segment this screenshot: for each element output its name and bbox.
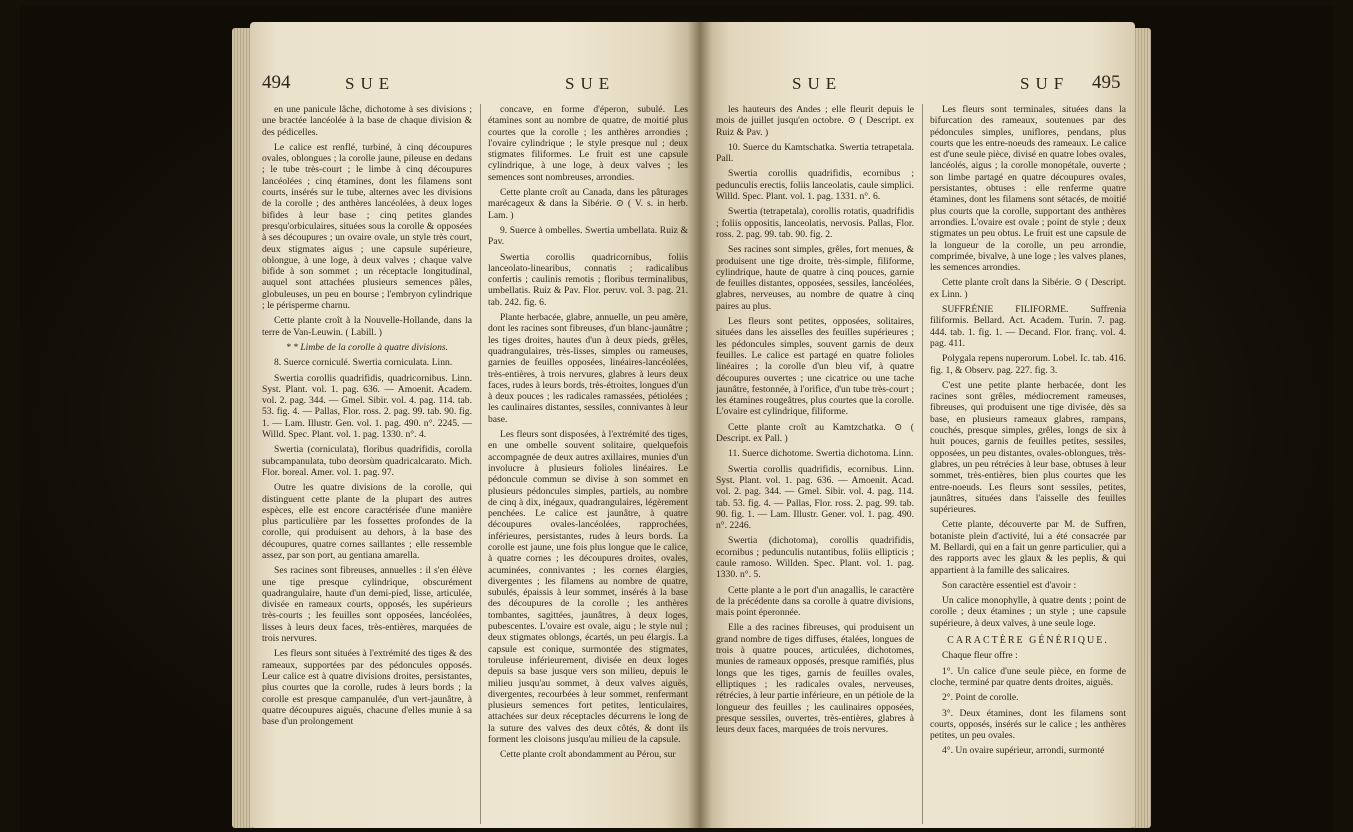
paragraph: 2°. Point de corolle. (942, 692, 1019, 704)
paragraph: Swertia corollis quadrifidis, quadricornibus. Linn. Syst. Plant. vol. 1. pag. 636. — Amoenit. Academ. vol. 2. pag. 344. — Gmel. Sibir. vol. 4. pag. 114. tab. 53. fig. 4. — Pallas, Flor. ross. 2. pag. 99. tab. 90. fig. 1. — Lam. Illustr. Gen. vol. 1. pag. 490. n°. 2245. — Willd. Spec. Plant. vol. 1. pag. 1330. n°. 4. (262, 372, 472, 441)
paragraph: Ses racines sont simples, grêles, fort menues, & produisent une tige droite, très-simple, filiforme, cylindrique, haute de quatre à cinq pouces, garnie de feuilles distantes, opposées, sessiles, lancéolées, glabres, nerveuses, au nombre de quatre à cinq paires au plus. (716, 244, 914, 312)
paragraph: Cette plante croît au Canada, dans les pâturages marécageux & dans la Sibérie. ⊙ ( V. s. in herb. Lam. ) (488, 187, 688, 221)
right-page-column-2 (930, 104, 1126, 828)
paragraph: 3°. Deux étamines, dont les filamens sont courts, opposés, insérés sur le calice ; les anthères petites, un peu ovales. (930, 707, 1126, 742)
paragraph: Cette plante croît au Kamtzchatka. ⊙ ( Descript. ex Pall. ) (716, 421, 914, 445)
paragraph: 10. Suerce du Kamtschatka. Swertia tetrapetala. Pall. (716, 141, 914, 165)
paragraph: Cette plante croît à la Nouvelle-Hollande, dans la terre de Van-Leuwin. ( Labill. ) (262, 315, 472, 338)
left-page-column-2 (488, 104, 688, 828)
paragraph: Polygala repens nuperorum. Lobel. Ic. tab. 416. fig. 1, & Observ. pag. 227. fig. 3. (930, 353, 1126, 376)
left-header-left: SUE (345, 74, 396, 93)
paragraph: Cette plante croît dans la Sibérie. ⊙ ( Descript. ex Linn. ) (930, 277, 1126, 300)
paragraph: * * Limbe de la corolle à quatre divisions. (285, 341, 449, 353)
paragraph: Cette plante croît abondamment au Pérou, sur (500, 749, 676, 761)
right-page-number: 495 (1092, 72, 1121, 93)
paragraph: 8. Suerce corniculé. Swertia corniculata. Linn. (274, 357, 453, 369)
paragraph: Ses racines sont fibreuses, annuelles : il s'en élève une tige presque cylindrique, obscurément quadrangulaire, haute d'un demi-pied, lisse, articulée, divisée en rameaux courts, opposés, les supérieurs très-courts ; les feuilles sont opposées, lancéolées, lisses à leurs deux faces, très-entières, marquées de trois nervures. (262, 565, 472, 645)
paragraph: Les fleurs sont petites, opposées, solitaires, situées dans les aisselles des feuilles supérieures ; les pédoncules simples, souvent garnis de deux feuilles. Le calice est partagé en quatre folioles linéaires ; la corolle d'un bleu vif, à quatre découpures ouvertes ; une cicatrice ou une tache jaunâtre, festonnée, à l'orifice, d'un tube très-court ; les étamines rougeâtres, plus courtes que la corolle. L'ovaire est cylindrique, filiforme. (716, 316, 914, 418)
paragraph: Un calice monophylle, à quatre dents ; point de corolle ; deux étamines ; un style ; une capsule supérieure, à deux valves, à une seule loge. (930, 595, 1126, 629)
paragraph: Swertia (corniculata), floribus quadrifidis, corolla subcampanulata, tubo deorsùm quadricalcarato. Mich. Flor. boreal. Amer. vol. 1. pag. 97. (262, 444, 472, 478)
paragraph: Les fleurs sont disposées, à l'extrémité des tiges, en une ombelle souvent solitaire, quelquefois accompagnée de deux autres axillaires, munies d'un involucre à plusieurs folioles linéaires. Le pédoncule commun se divise à son sommet en plusieurs pédoncules simples, partiels, au nombre de cinq à dix, inégaux, quadrangulaires, légèrement penchées. Le calice est jaunâtre, à quatre découpures ovales-lancéolées, rapprochées, inférieures, persistantes, rudes à leurs bords. La corolle est jaune, une fois plus longue que le calice, à quatre cornes ; les découpures droites, ovales, acuminées, connivantes ; les cornes élargies, divergentes ; les filamens au nombre de quatre, subulés, épaissis à leur sommet, insérés à la base des découpures de la corolle ; les anthères tombantes, sagittées, jaunâtres, à deux loges, pubescentes. L'ovaire est ovale, aigu ; le style nul ; deux stigmates oblongs, écartés, un peu élargis. La capsule est conique, surmontée des stigmates, toruleuse inférieurement, divisée en deux loges depuis sa base jusque vers son milieu, depuis le milieu jusqu'au sommet, à deux valves aiguës, divergentes, recourbées à leur sommet, renfermant plusieurs semences fort petites, lenticulaires, attachées sur deux réceptacles décurrens le long de la suture des valves des deux côtés, & dont ils forment les cloisons jusqu'au milieu de la capsule. (488, 429, 688, 746)
paragraph: Les fleurs sont terminales, situées dans la bifurcation des rameaux, soutenues par des pédoncules simples, uniflores, pendans, plus courts que les entre-noeuds des rameaux. Le calice est d'une seule pièce, divisé en quatre lobes ovales, lancéolés, aigus ; la corolle monopétale, ouverte ; son limbe partagé en quatre découpures ovales, persistantes, obtuses : elle renferme quatre étamines, dont les filamens sont sétacés, de moitié plus courts que la corolle, supportant des anthères arrondies. L'ovaire est ovale ; point de style ; deux stigmates un peu obtus. Le fruit est une capsule de la longueur de la corolle, un peu arrondie, comprimée, bivalve, à une loge ; les valves planes, les semences arrondies. (930, 104, 1126, 274)
paragraph: Swertia (tetrapetala), corollis rotatis, quadrifidis ; foliis oppositis, lanceolatis, nervosis. Pallas, Flor. ross. 2. pag. 99. tab. 90. fig. 2. (716, 206, 914, 240)
book-gutter (688, 22, 712, 828)
paragraph: 11. Suerce dichotome. Swertia dichotoma. Linn. (728, 448, 914, 460)
left-page (250, 22, 700, 828)
left-page-number: 494 (262, 72, 291, 93)
left-column-divider (480, 104, 481, 824)
paragraph: 4°. Un ovaire supérieur, arrondi, surmonté (942, 745, 1105, 757)
paragraph: Elle a des racines fibreuses, qui produisent un grand nombre de tiges diffuses, étalées, longues de trois à quatre pouces, articulées, dichotomes, munies de rameaux opposés, presque ramifiés, plus longs que les tiges, garnis de feuilles ovales, elliptiques ; les radicales ovales, nerveuses, rétrécies, à leur partie inférieure, en un pétiole de la longueur des feuilles ; les caulinaires opposées, presque sessiles, ouvertes, très-entières, glabres à leurs deux faces, marquées de trois nervures. (716, 622, 914, 736)
paragraph: Son caractère essentiel est d'avoir : (942, 579, 1077, 591)
right-column-divider (922, 104, 923, 824)
paragraph: en une panicule lâche, dichotome à ses divisions ; une bractée lancéolée à la base de chaque division & des pédicelles. (262, 104, 472, 138)
paragraph: Outre les quatre divisions de la corolle, qui distinguent cette plante de la plupart des autres espèces, elle est encore caractérisée d'une manière plus particulière par les fossettes profondes de la corolle, qui produisent au dehors, à la base des découpures, quatre cornes saillantes ; elle ressemble assez, par son port, au gentiana amarella. (262, 482, 472, 561)
paragraph: Cette plante, découverte par M. de Suffren, botaniste plein d'activité, lui a été consacrée par M. Bellardi, qui en a fait un genre particulier, qui a des rapports avec les glaux & les peplis, & qui appartient à la famille des salicaires. (930, 519, 1126, 576)
paragraph: Les fleurs sont situées à l'extrémité des tiges & des rameaux, supportées par des pédoncules opposés. Leur calice est à quatre divisions droites, persistantes, plus courtes que la corolle, rudes à leurs bords ; la corolle est presque campanulée, d'un vert-jaunâtre, à quatre découpures aiguës, chacune d'elles munie à sa base d'un prolongement (262, 648, 472, 728)
right-header-right: SUF (1020, 74, 1070, 93)
paragraph: C'est une petite plante herbacée, dont les racines sont grêles, médiocrement rameuses, fibreuses, qui produisent une tige divisée, dès sa base, en plusieurs rameaux glabres, rampans, couchés, presque simples, grêles, longs de six à huit pouces, garnis de feuilles petites, sessiles, opposées, un peu distantes, ovales-oblongues, très-glabres, un peu rétrécies à leur base, obtuses à leur sommet, très-entières, bien plus courtes que les entre-noeuds. Les fleurs sont sessiles, petites, jaunâtres, situées dans l'aisselle des feuilles supérieures. (930, 379, 1126, 516)
right-header-left: SUE (792, 74, 843, 93)
left-header-right: SUE (565, 74, 616, 93)
paragraph: Cette plante a le port d'un anagallis, le caractère de la précédente dans sa corolle à quatre divisions, mais point éperonnée. (716, 584, 914, 619)
paragraph: Plante herbacée, glabre, annuelle, un peu amère, dont les racines sont fibreuses, d'un blanc-jaunâtre ; les tiges droites, hautes d'un à deux pieds, grêles, quadrangulaires, très-lisses, simples ou rameuses, garnies de feuilles opposées, linéaires-lancéolées, très-entières, à trois nervures, glabres à leurs deux faces, rudes à leurs bords, très-étroites, longues d'un à deux pouces ; les radicales ramassées, pétiolées ; les caulinaires distantes, sessiles, connivantes à leur base. (488, 312, 688, 425)
paragraph: CARACTÈRE GÉNÉRIQUE. (947, 635, 1109, 647)
paragraph: Swertia corollis quadricornibus, foliis lanceolato-linearibus, connatis ; radicalibus confertis ; caulinis remotis ; floribus terminalibus, umbellatis. Ruiz & Pav. Flor. peruv. vol. 3. pag. 21. tab. 242. fig. 6. (488, 251, 688, 308)
paragraph: Le calice est renflé, turbiné, à cinq découpures ovales, oblongues ; la corolle jaune, pileuse en dedans ; le tube très-court ; le limbe à cinq découpures lancéolées ; cinq étamines, dont les filamens sont courts, insérés sur le tube, alternes avec les divisions de la corolle ; des anthères lancéolées, à deux loges bifides à leur base ; cinq petites glandes presqu'orbiculaires, situées sous la corolle & opposées à ses découpures ; un ovaire ovale, un style très court, deux stigmates aigus ; une capsule supérieure, oblongue, à une loge, à deux valves ; chaque valve bifide à son sommet ; un réceptacle longitudinal, auquel sont attachées plusieurs semences pâles, globuleuses, un peu en bourse ; l'embryon cylindrique ; le périsperme charnu. (262, 141, 472, 312)
paragraph: Swertia (dichotoma), corollis quadrifidis, ecornibus ; pedunculis nutantibus, foliis ellipticis ; caule ramoso. Willden. Spec. Plant. vol. 1. pag. 1330. n°. 5. (716, 535, 914, 581)
paragraph: Chaque fleur offre : (942, 650, 1018, 662)
left-page-column-1 (262, 104, 472, 828)
right-page-column-1 (716, 104, 914, 828)
paragraph: Swertia corollis quadrifidis, ecornibus ; pedunculis erectis, foliis lanceolatis, caule simplici. Willd. Spec. Plant. vol. 1. pag. 1331. n°. 6. (716, 168, 914, 203)
paragraph: les hauteurs des Andes ; elle fleurit depuis le mois de juillet jusqu'en octobre. ⊙ ( Descript. ex Ruiz & Pav. ) (716, 104, 914, 138)
paragraph: concave, en forme d'éperon, subulé. Les étamines sont au nombre de quatre, de moitié plus courtes que la corolle ; les anthères arrondies ; l'ovaire cylindrique ; le style presque nul ; deux stigmates filiformes. Le fruit est une capsule cylindrique, à une loge, à deux valves ; les semences sont nombreuses, arrondies. (488, 104, 688, 183)
left-fore-edge (232, 28, 252, 828)
right-page (700, 22, 1135, 828)
paragraph: Swertia corollis quadrifidis, ecornibus. Linn. Syst. Plant. vol. 1. pag. 636. — Amoenit. Acad. vol. 2. pag. 344. — Gmel. Sibir. vol. 4. pag. 114. tab. 53. fig. 4. — Pallas, Flor. ross. 2. pag. 99. tab. 90. fig. 1. — Lam. Illustr. Gener. vol. 1. pag. 490. n°. 2246. (716, 463, 914, 532)
paragraph: SUFFRÉNIE FILIFORME. Suffrenia filiformis. Bellard. Act. Academ. Turin. 7. pag. 444. tab. 1. fig. 1. — Decand. Flor. franç. vol. 4. pag. 411. (930, 304, 1126, 349)
right-fore-edge (1133, 28, 1151, 828)
paragraph: 9. Suerce à ombelles. Swertia umbellata. Ruiz & Pav. (488, 224, 688, 248)
paragraph: 1°. Un calice d'une seule pièce, en forme de cloche, terminé par quatre dents droites, aiguës. (930, 665, 1126, 688)
